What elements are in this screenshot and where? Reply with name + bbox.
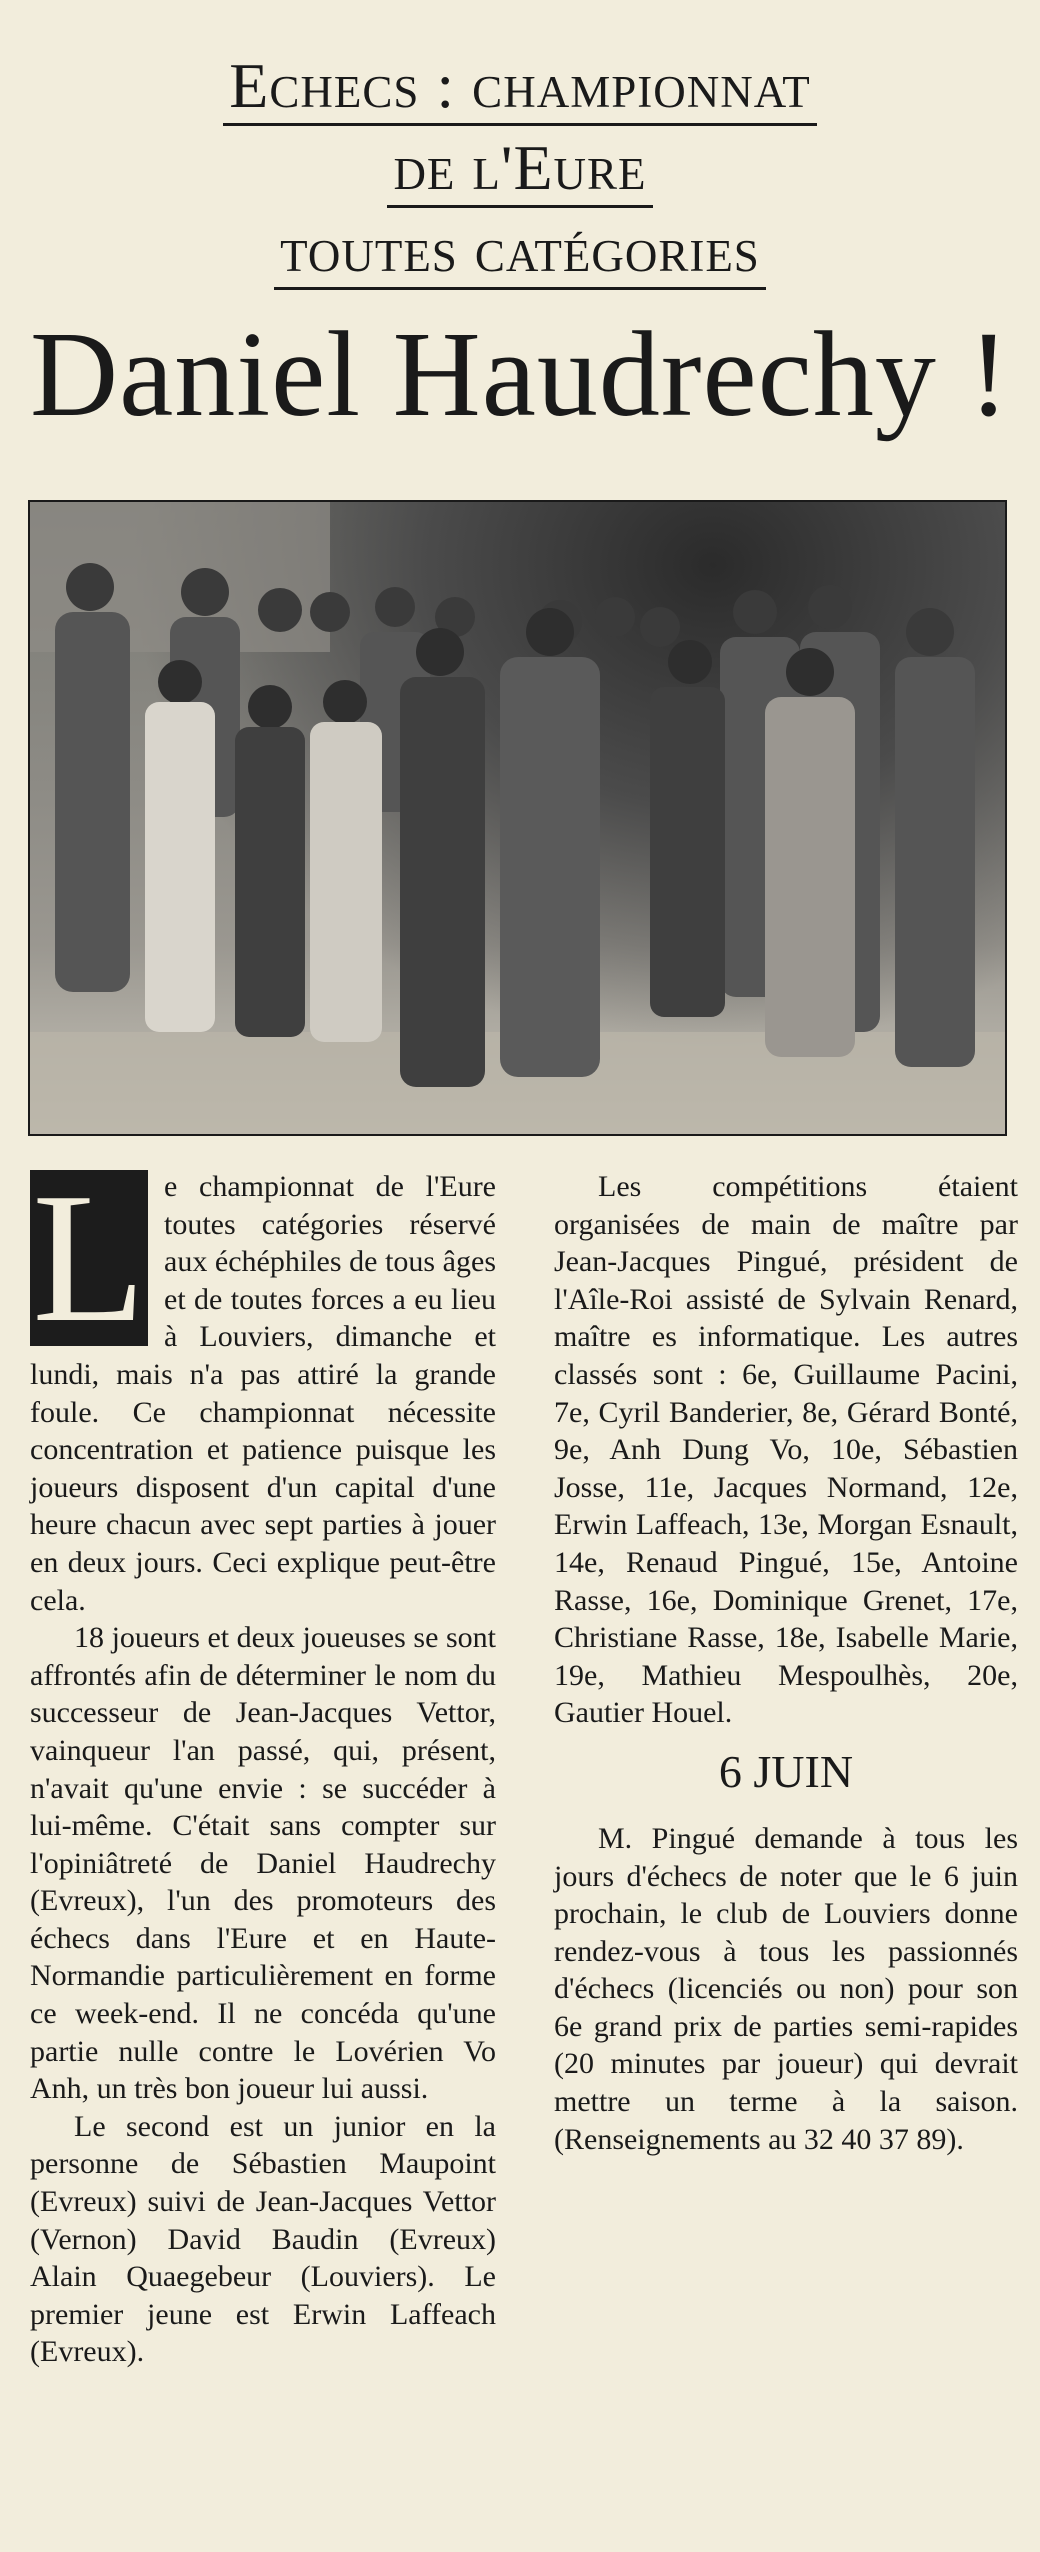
- paragraph-5: M. Pingué demande à tous les jours d'échecs de noter que le 6 juin prochain, le club de Louviers donne rendez-vous à tous les passionnés d'échecs (licenciés ou non) pour son 6e grand prix de parties semi-rapides (20 minutes par joueur) qui devrait mettre un terme à la saison. (Renseignements au 32 40 37 89).: [554, 1821, 1018, 2156]
- kicker-line-2: de l'Eure: [0, 130, 1040, 206]
- paragraph-1: L e championnat de l'Eure toutes catégories réservé aux échéphiles de tous âges et de toutes forces a eu lieu à Louviers, dimanche et lundi, mais n'a pas attiré la grande foule. Ce championnat nécessite concentration et patience puisque les joueurs disposent d'un capital d'une heure chacun avec sept parties à jouer en deux jours. Ceci explique peut-être cela.: [30, 1155, 496, 1617]
- subheading: 6 JUIN: [718, 1745, 854, 1797]
- kicker-line-1: Echecs : championnat: [0, 48, 1040, 124]
- paragraph-2: 18 joueurs et deux joueuses se sont affrontés afin de déterminer le nom du successeur de Jean-Jacques Vettor, vainqueur l'an passé, qui, présent, n'avait qu'une envie : se succéder à lui-même. C'était sans compter sur l'opiniâtreté de Daniel Haudrechy (Evreux), l'un des promoteurs des échecs dans l'Eure et en Haute-Normandie particulièrement en forme ce week-end. Il ne concéda qu'une partie nulle contre le Lovérien Vo Anh, un très bon joueur lui aussi.: [30, 1621, 496, 2106]
- paragraph-3: Le second est un junior en la personne de Sébastien Maupoint (Evreux) suivi de Jean-Jacques Vettor (Vernon) David Baudin (Evreux) Alain Quaegebeur (Louviers). Le premier jeune est Erwin Laffeach (Evreux).: [30, 2109, 496, 2369]
- group-photo-illustration: [30, 502, 1005, 1134]
- paragraph-4: Les compétitions étaient organisées de main de maître par Jean-Jacques Pingué, président de l'Aîle-Roi assisté de Sylvain Renard, maître es informatique. Les autres classés sont : 6e, Guillaume Pacini, 7e, Cyril Banderier, 8e, Gérard Bonté, 9e, Anh Dung Vo, 10e, Sébastien Josse, 11e, Jacques Normand, 12e, Erwin Laffeach, 13e, Morgan Esnault, 14e, Renaud Pingué, 15e, Antoine Rasse, 16e, Dominique Grenet, 17e, Christiane Rasse, 18e, Isabelle Marie, 19e, Mathieu Mespoulhès, 20e, Gautier Houel.: [554, 1170, 1018, 1730]
- headline: Daniel Haudrechy !: [29, 307, 1010, 442]
- drop-cap: L: [30, 1170, 148, 1346]
- article-column-2: [554, 1168, 1018, 2158]
- article-column-1: [30, 1155, 496, 2371]
- group-photo: [28, 500, 1007, 1136]
- kicker-line-3: toutes catégories: [0, 212, 1040, 288]
